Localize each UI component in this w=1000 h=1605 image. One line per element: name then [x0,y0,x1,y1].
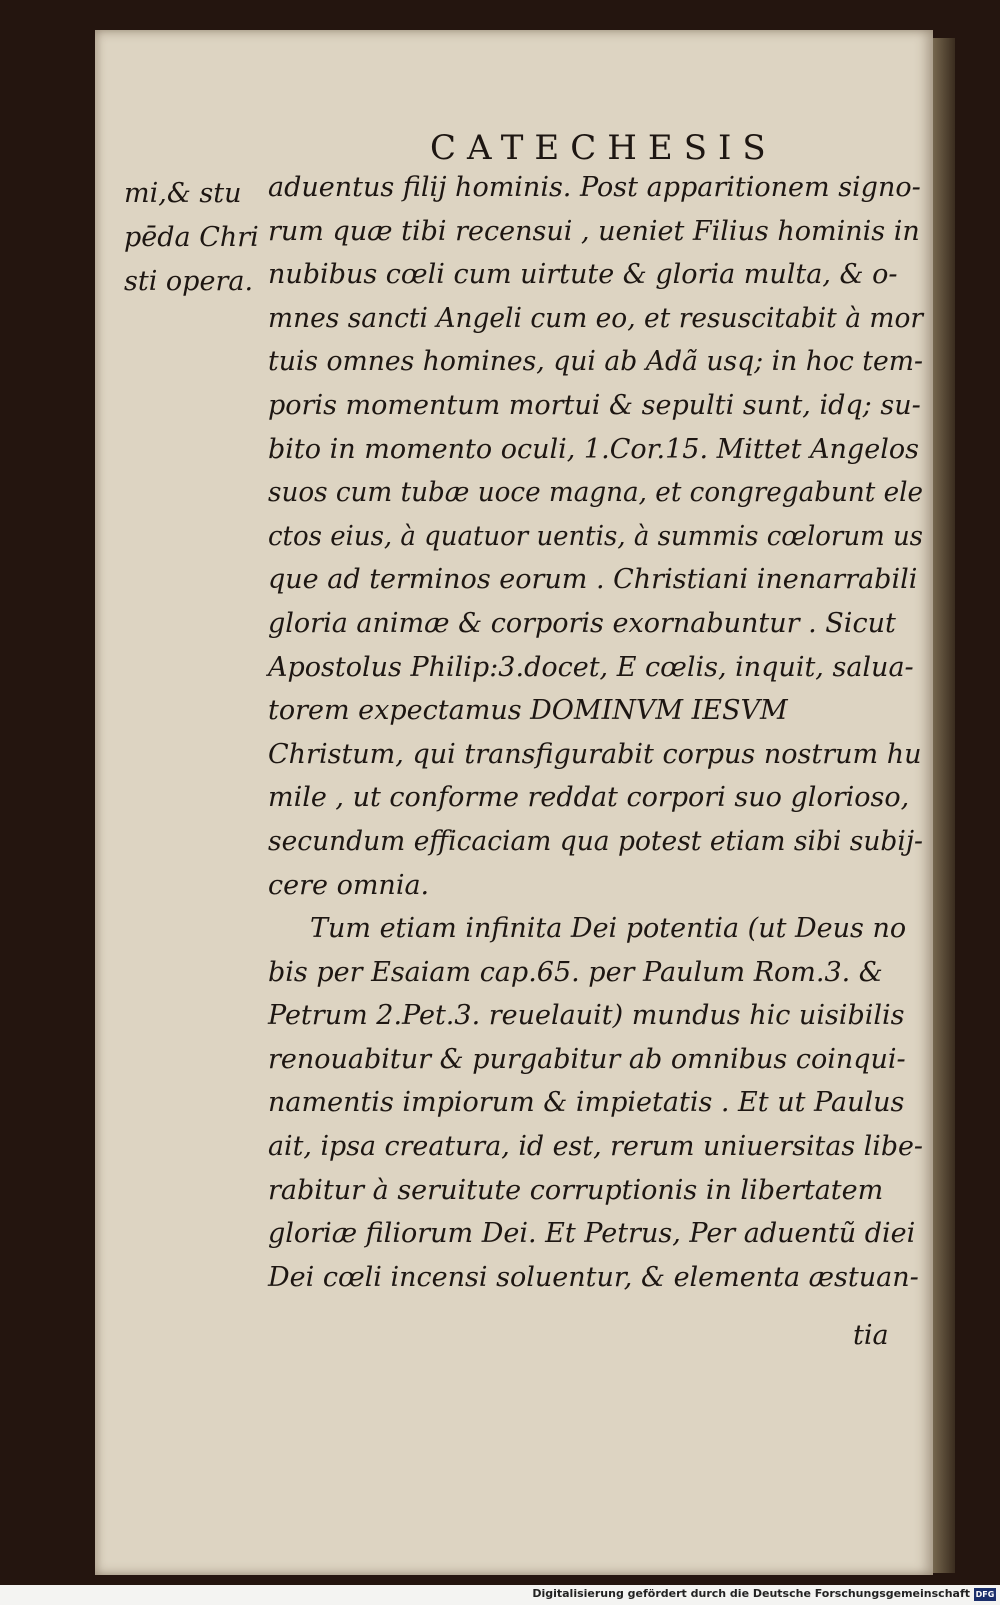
text-line: suos cum tubæ uoce magna, et congregabunt ele [268,477,923,509]
funding-credit: Digitalisierung gefördert durch die Deutsche Forschungsgemeinschaft [532,1587,970,1600]
text-line: aduentus filij hominis. Post apparitionem signo- [268,172,921,203]
body-text [268,166,928,1299]
text-line: renouabitur & purgabitur ab omnibus coinqui- [268,1043,906,1075]
running-head: CATECHESIS [430,128,777,168]
catchword: tia [853,1320,889,1351]
text-line: ait, ipsa creatura, id est, rerum uniuersitas libe- [268,1131,923,1163]
text-line: bito in momento oculi, 1.Cor.15. Mittet Angelos [268,433,919,465]
text-line: cere omnia. [268,869,430,901]
text-line: secundum efficaciam qua potest etiam sibi subij- [268,825,923,857]
text-line: Christum, qui transfigurabit corpus nostrum hu [268,738,922,770]
paragraph-start-line: Tum etiam infinita Dei potentia (ut Deus no [310,913,907,945]
text-line: mnes sancti Angeli cum eo, et resuscitabit à mor [268,302,923,334]
text-line: Apostolus Philip:3.docet, E cœlis, inquit, salua- [268,651,914,683]
margin-note [124,172,274,304]
margin-note-line: sti opera. [124,266,254,297]
text-line: torem expectamus DOMINVM IESVM [268,695,788,727]
margin-note-line: pēda Chri [124,222,259,253]
text-line: rum quæ tibi recensui , ueniet Filius hominis in [268,215,920,247]
text-line: poris momentum mortui & sepulti sunt, idq; su- [268,389,921,421]
text-line: rabitur à seruitute corruptionis in libertatem [268,1174,884,1206]
text-line: Petrum 2.Pet.3. reuelauit) mundus hic uisibilis [268,1000,905,1032]
text-line: gloria animæ & corporis exornabuntur . Sicut [268,607,896,639]
dfg-logo: DFG [975,1590,995,1599]
text-line: nubibus cœli cum uirtute & gloria multa, & o- [268,259,898,291]
text-line: bis per Esaiam cap.65. per Paulum Rom.3. & [268,956,883,988]
margin-note-line: mi,& stu [124,178,242,209]
text-line: namentis impiorum & impietatis . Et ut Paulus [268,1087,905,1119]
text-line: mile , ut conforme reddat corpori suo glorioso, [268,782,910,814]
text-line: que ad terminos eorum . Christiani inenarrabili [268,564,918,596]
footer-bar [0,1585,1000,1605]
text-line: tuis omnes homines, qui ab Adã usq; in hoc tem- [268,346,923,378]
text-line: gloriæ filiorum Dei. Et Petrus, Per aduentũ diei [268,1218,916,1250]
text-line: ctos eius, à quatuor uentis, à summis cœlorum us [268,520,923,552]
text-line: Dei cœli incensi soluentur, & elementa æstuan- [268,1261,919,1293]
